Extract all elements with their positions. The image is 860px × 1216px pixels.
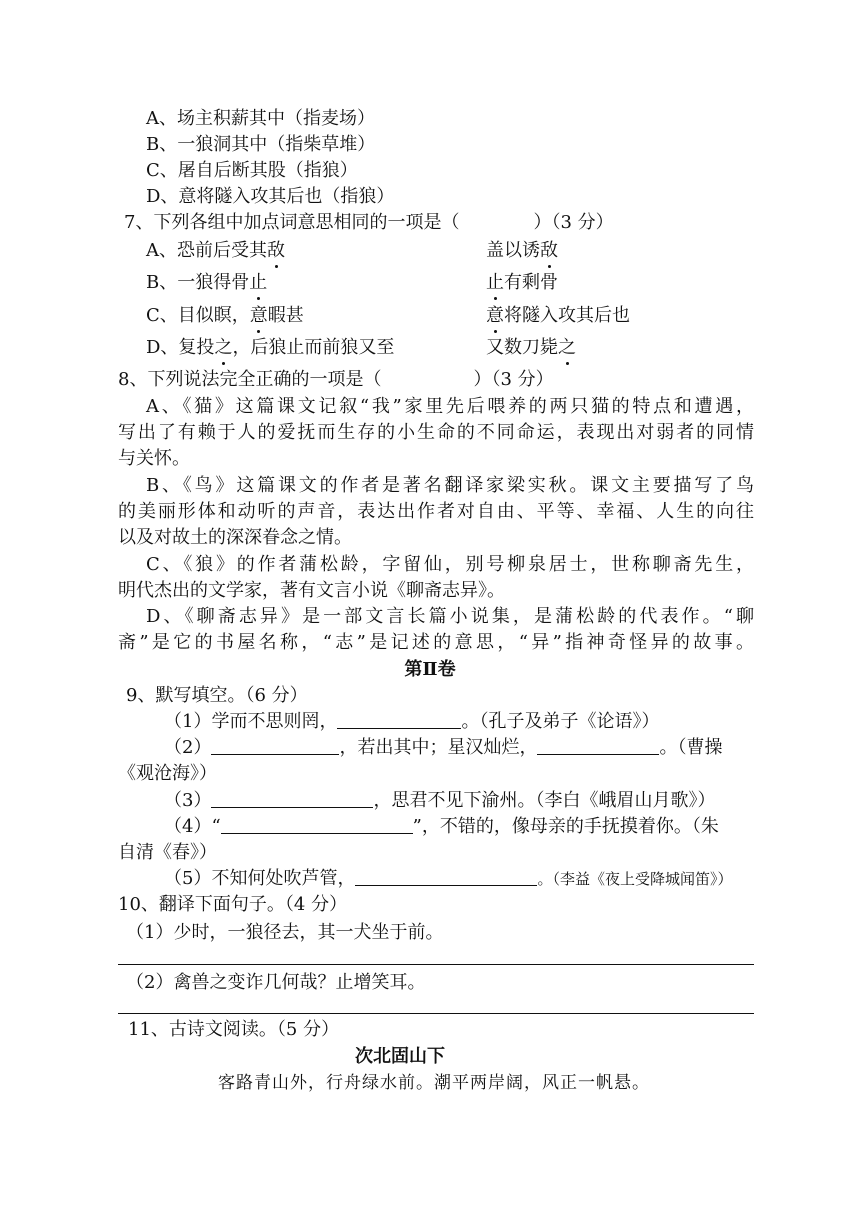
dotted-word: 敌 xyxy=(540,240,558,261)
q7-option-d-left: D、复投之，后狼止而前狼又至 xyxy=(146,337,395,358)
q7-option-a-right: 盖以诱敌 xyxy=(486,240,558,261)
q10-sentence-1: （1）少时，一狼径去，其一犬坐于前。 xyxy=(126,922,444,943)
q8-option-a-line3: 与关怀。 xyxy=(118,448,190,469)
q9-item-4-source: 自清《春》） xyxy=(118,842,217,863)
answer-line[interactable] xyxy=(118,964,754,965)
q8-option-d-line1: D、《聊斋志异》是一部文言长篇小说集，是蒲松龄的代表作。“聊 xyxy=(146,606,754,627)
q6-option-c: C、屠自后断其股（指狼） xyxy=(146,160,358,181)
dotted-word: 意 xyxy=(249,305,268,326)
q7-option-b-left: B、一狼得骨止 xyxy=(146,272,268,293)
q8-option-b-line2: 的美丽形体和动听的声音，表达出作者对自由、平等、幸福、人生的向往 xyxy=(118,501,754,522)
q8-stem xyxy=(118,368,554,392)
answer-blank[interactable] xyxy=(211,789,373,808)
q6-option-a: A、场主积薪其中（指麦场） xyxy=(146,108,375,129)
q7-option-c-right: 意将隧入攻其后也 xyxy=(486,305,630,326)
poem-title: 次北固山下 xyxy=(355,1046,445,1067)
section-heading: 第Ⅱ卷 xyxy=(404,659,456,680)
q9-item-4: （4）“ ”，不错的，像母亲的手抚摸着你。（朱 xyxy=(164,816,719,837)
dotted-word: 之 xyxy=(558,337,576,358)
q7-option-d-right: 又数刀毙之 xyxy=(486,337,576,358)
q8-option-b-line1: B、《鸟》这篇课文的作者是著名翻译家梁实秋。课文主要描写了鸟 xyxy=(146,475,754,496)
q8-option-c-line2: 明代杰出的文学家，著有文言小说《聊斋志异》。 xyxy=(118,580,505,601)
q8-option-a-line1: A、《猫》这篇课文记叙“我”家里先后喂养的两只猫的特点和遭遇， xyxy=(146,396,754,417)
q7-option-c-left: C、目似瞑，意暇甚 xyxy=(146,305,304,326)
answer-blank[interactable] xyxy=(211,736,339,755)
q7-option-b-right: 止有剩骨 xyxy=(486,272,558,293)
q9-item-1: （1）学而不思则罔， 。（孔子及弟子《论语》） xyxy=(164,711,660,732)
q8-option-d-line2: 斋”是它的书屋名称，“志”是记述的意思，“异”指神奇怪异的故事。 xyxy=(118,632,754,653)
q9-item-5: （5）不知何处吹芦管， 。（李益《夜上受降城闻笛》） xyxy=(164,868,733,889)
poem-line-1: 客路青山外，行舟绿水前。潮平两岸阔，风正一帆悬。 xyxy=(218,1073,650,1093)
q9-item-3: （3） ，思君不见下渝州。（李白《峨眉山月歌》） xyxy=(164,790,716,811)
dotted-word: 敌 xyxy=(267,240,285,261)
q9-item-2: （2） ，若出其中；星汉灿烂， 。（曹操 xyxy=(164,737,723,758)
q10-stem: 10、翻译下面句子。（4 分） xyxy=(118,894,348,915)
answer-blank[interactable] xyxy=(537,736,659,755)
answer-blank[interactable] xyxy=(337,710,461,729)
q7-stem xyxy=(124,211,614,235)
q8-option-b-line3: 以及对故土的深深眷念之情。 xyxy=(118,527,352,548)
answer-blank[interactable] xyxy=(221,815,413,834)
q8-stem-text: 8、下列说法完全正确的一项是（ xyxy=(118,369,382,390)
q8-option-a-line2: 写出了有赖于人的爱抚而生存的小生命的不同命运，表现出对弱者的同情 xyxy=(118,422,754,443)
q8-score: ）（3 分） xyxy=(473,369,554,390)
q10-sentence-2: （2）禽兽之变诈几何哉？止增笑耳。 xyxy=(126,972,426,993)
q7-option-a-left: A、恐前后受其敌 xyxy=(146,240,285,261)
q8-option-c-line1: C、《狼》的作者蒲松龄，字留仙，别号柳泉居士，世称聊斋先生， xyxy=(146,554,754,575)
dotted-word: 止 xyxy=(249,272,268,293)
q7-stem-text: 7、下列各组中加点词意思相同的一项是（ xyxy=(124,212,460,233)
dotted-word: 意 xyxy=(486,305,504,326)
answer-blank[interactable] xyxy=(355,867,537,886)
q6-option-d: D、意将隧入攻其后也（指狼） xyxy=(146,186,395,207)
answer-line[interactable] xyxy=(118,1013,754,1014)
dotted-word: 之 xyxy=(214,337,233,358)
dotted-word: 止 xyxy=(486,272,504,293)
q9-item-2-source: 《观沧海》） xyxy=(118,763,217,784)
q9-stem: 9、默写填空。（6 分） xyxy=(126,685,308,706)
q11-stem: 11、古诗文阅读。（5 分） xyxy=(128,1019,340,1040)
q6-option-b: B、一狼洞其中（指柴草堆） xyxy=(146,134,376,155)
q7-score: ）（3 分） xyxy=(533,212,614,233)
